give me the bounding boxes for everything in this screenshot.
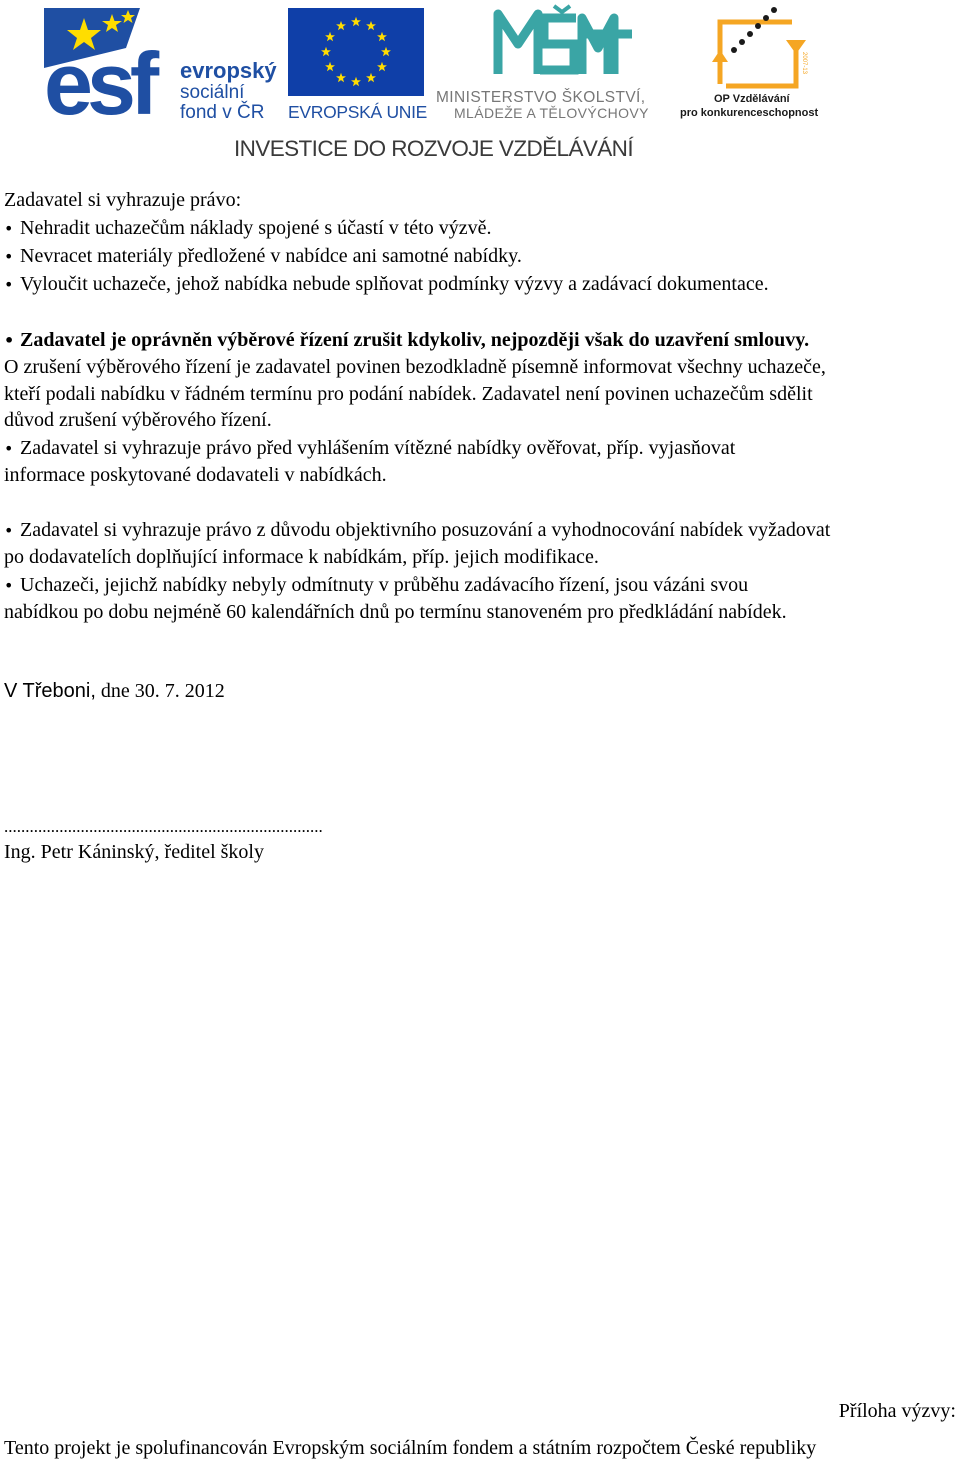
eu-label: EVROPSKÁ UNIE (288, 102, 428, 122)
bullet-icon (4, 243, 20, 270)
msmt-line2: MLÁDEŽE A TĚLOVÝCHOVY (454, 105, 649, 121)
date: dne 30. 7. 2012 (95, 680, 225, 702)
list-item (4, 215, 492, 242)
place-date (4, 678, 225, 705)
paragraph-line: kteří podali nabídku v řádném termínu pro podání nabídek. Zadavatel není povinen uchazečům sdělit (4, 383, 813, 405)
list-item-text: Zadavatel si vyhrazuje právo z důvodu objektivního posuzování a vyhodnocování nabídek vyžadovat (20, 519, 831, 541)
tagline: INVESTICE DO ROZVOJE VZDĚLÁVÁNÍ (234, 136, 633, 161)
list-item-text: Uchazeči, jejichž nabídky nebyly odmítnuty v průběhu zadávacího řízení, jsou vázáni svou (20, 574, 749, 596)
list-item-text: Nevracet materiály předložené v nabídce ani samotné nabídky. (20, 245, 522, 267)
msmt-logo (436, 4, 672, 122)
list-item (4, 327, 809, 354)
bullet-icon (4, 435, 20, 462)
op-vzdelavani-logo (680, 4, 836, 122)
bullet-icon (4, 327, 20, 354)
list-item (4, 435, 735, 462)
intro-text: Zadavatel si vyhrazuje právo: (4, 189, 242, 211)
list-item-text: Nehradit uchazečům náklady spojené s účastí v této výzvě. (20, 217, 492, 239)
msmt-line1: MINISTERSTVO ŠKOLSTVÍ, (436, 89, 646, 106)
list-item (4, 271, 769, 298)
esf-word1: evropský (180, 58, 277, 83)
op-years: 2007-13 (801, 52, 807, 75)
bullet-icon (4, 215, 20, 242)
paragraph-line: informace poskytované dodavateli v nabídkách. (4, 464, 387, 486)
funding-footer: Tento projekt je spolufinancován Evropským sociálním fondem a státním rozpočtem České republiky (4, 1437, 817, 1459)
list-item (4, 572, 748, 599)
bullet-icon (4, 572, 20, 599)
paragraph-line: O zrušení výběrového řízení je zadavatel povinen bezodkladně písemně informovat všechny uchazeče, (4, 356, 826, 378)
list-item-text: Zadavatel je oprávněn výběrové řízení zrušit kdykoliv, nejpozději však do uzavření smlouvy. (20, 329, 810, 351)
attachment-label: Příloha výzvy: (838, 1400, 956, 1422)
bullet-icon (4, 271, 20, 298)
paragraph-line: nabídkou po dobu nejméně 60 kalendářních dnů po termínu stanoveném pro předkládání nabídek. (4, 601, 787, 623)
paragraph-line: po dodavatelích doplňující informace k nabídkám, příp. jejich modifikace. (4, 546, 599, 568)
place: V Třeboni, (4, 680, 96, 702)
esf-word3: fond v ČR (180, 102, 265, 123)
signatory: Ing. Petr Káninský, ředitel školy (4, 841, 264, 863)
list-item-text: Zadavatel si vyhrazuje právo před vyhlášením vítězné nabídky ověřovat, příp. vyjasňovat (20, 437, 736, 459)
list-item-text: Vyloučit uchazeče, jehož nabídka nebude splňovat podmínky výzvy a zadávací dokumentace. (20, 273, 769, 295)
eu-flag-logo (288, 8, 428, 120)
bullet-icon (4, 517, 20, 544)
list-item (4, 517, 830, 544)
paragraph-line: důvod zrušení výběrového řízení. (4, 409, 272, 431)
logo-header (0, 0, 960, 170)
list-item (4, 243, 522, 270)
esf-logo (44, 8, 280, 133)
signature-line: ........................................................................... (4, 817, 323, 836)
op-line1: OP Vzdělávání (714, 93, 790, 105)
svg-text:esf: esf (44, 34, 154, 133)
op-line2: pro konkurenceschopnost (680, 107, 819, 119)
esf-word2: sociální (180, 82, 245, 103)
